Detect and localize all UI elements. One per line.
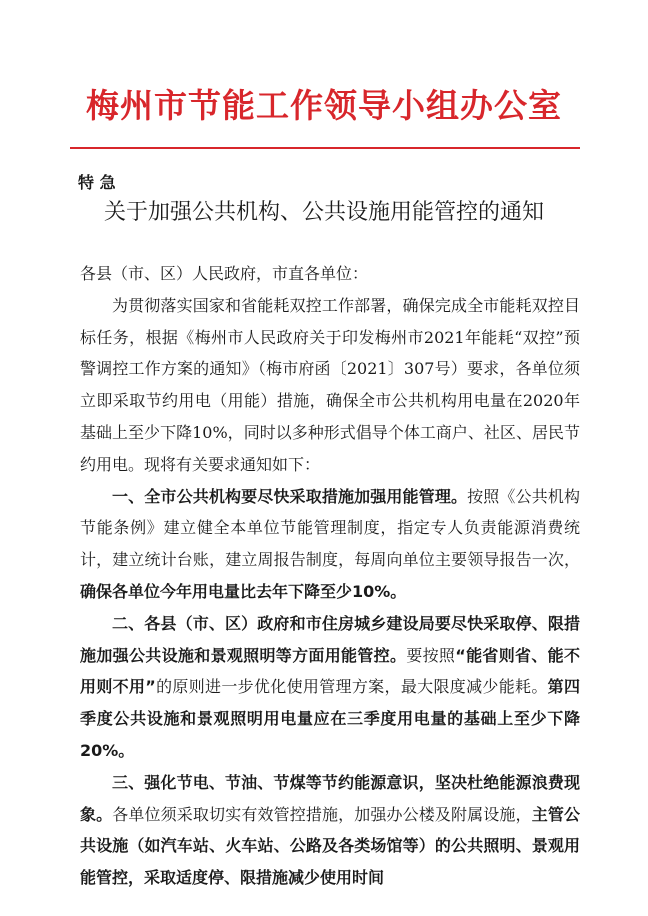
section-1-heading: 一、全市公共机构要尽快采取措施加强用能管理。 <box>112 486 468 506</box>
urgency-label: 特 急 <box>78 173 116 192</box>
section-1-text: 按照《公共机构节能条例》建立健全本单位节能管理制度，指定专人负责能源消费统计，建立统计台账，建立周报告制度，每周向单位主要领导报告一次， <box>80 486 580 570</box>
section-3-heading: 三、强化节电、节油、节煤等节约能源意识，坚决杜绝能源浪费现象。 <box>80 772 580 824</box>
notice-body <box>80 258 580 894</box>
notice-title: 关于加强公共机构、公共设施用能管控的通知 <box>103 200 544 225</box>
section-1-target: 确保各单位今年用电量比去年下降至少10%。 <box>80 581 407 601</box>
section-2-heading: 二、各县（市、区）政府和市住房城乡建设局要尽快采取停、限措施加强公共设施和景观照明等方面用能管控。 <box>80 613 580 665</box>
red-separator-line <box>70 147 580 149</box>
section-2-text-2: 的原则进一步优化使用管理方案，最大限度减少能耗。 <box>155 677 548 697</box>
section-2 <box>80 608 580 767</box>
intro-paragraph: 为贯彻落实国家和省能耗双控工作部署，确保完成全市能耗双控目标任务，根据《梅州市人民政府关于印发梅州市2021年能耗“双控”预警调控工作方案的通知》（梅市府函〔2021〕307号）要求，各单位须立即采取节约用电（用能）措施，确保全市公共机构用电量在2020年基础上至少下降10%，同时以多种形式倡导个体工商户、社区、居民节约用电。现将有关要求通知如下： <box>80 295 580 474</box>
section-2-principle: “能省则省、能不用则不用” <box>80 645 580 697</box>
section-3-scope: 主管公共设施（如汽车站、火车站、公路及各类场馆等）的公共照明、景观用能管控，采取适度停、限措施减少使用时间 <box>80 804 580 888</box>
section-2-target: 第四季度公共设施和景观照明用电量应在三季度用电量的基础上至少下降20%。 <box>80 677 580 760</box>
section-3 <box>80 767 580 894</box>
issuing-office-masthead: 梅州市节能工作领导小组办公室 <box>86 86 562 125</box>
section-3-text: 各单位须采取切实有效管控措施，加强办公楼及附属设施， <box>112 804 532 824</box>
salutation: 各县（市、区）人民政府，市直各单位： <box>80 264 369 283</box>
section-1 <box>80 481 580 608</box>
section-2-text: 要按照 <box>406 645 456 665</box>
